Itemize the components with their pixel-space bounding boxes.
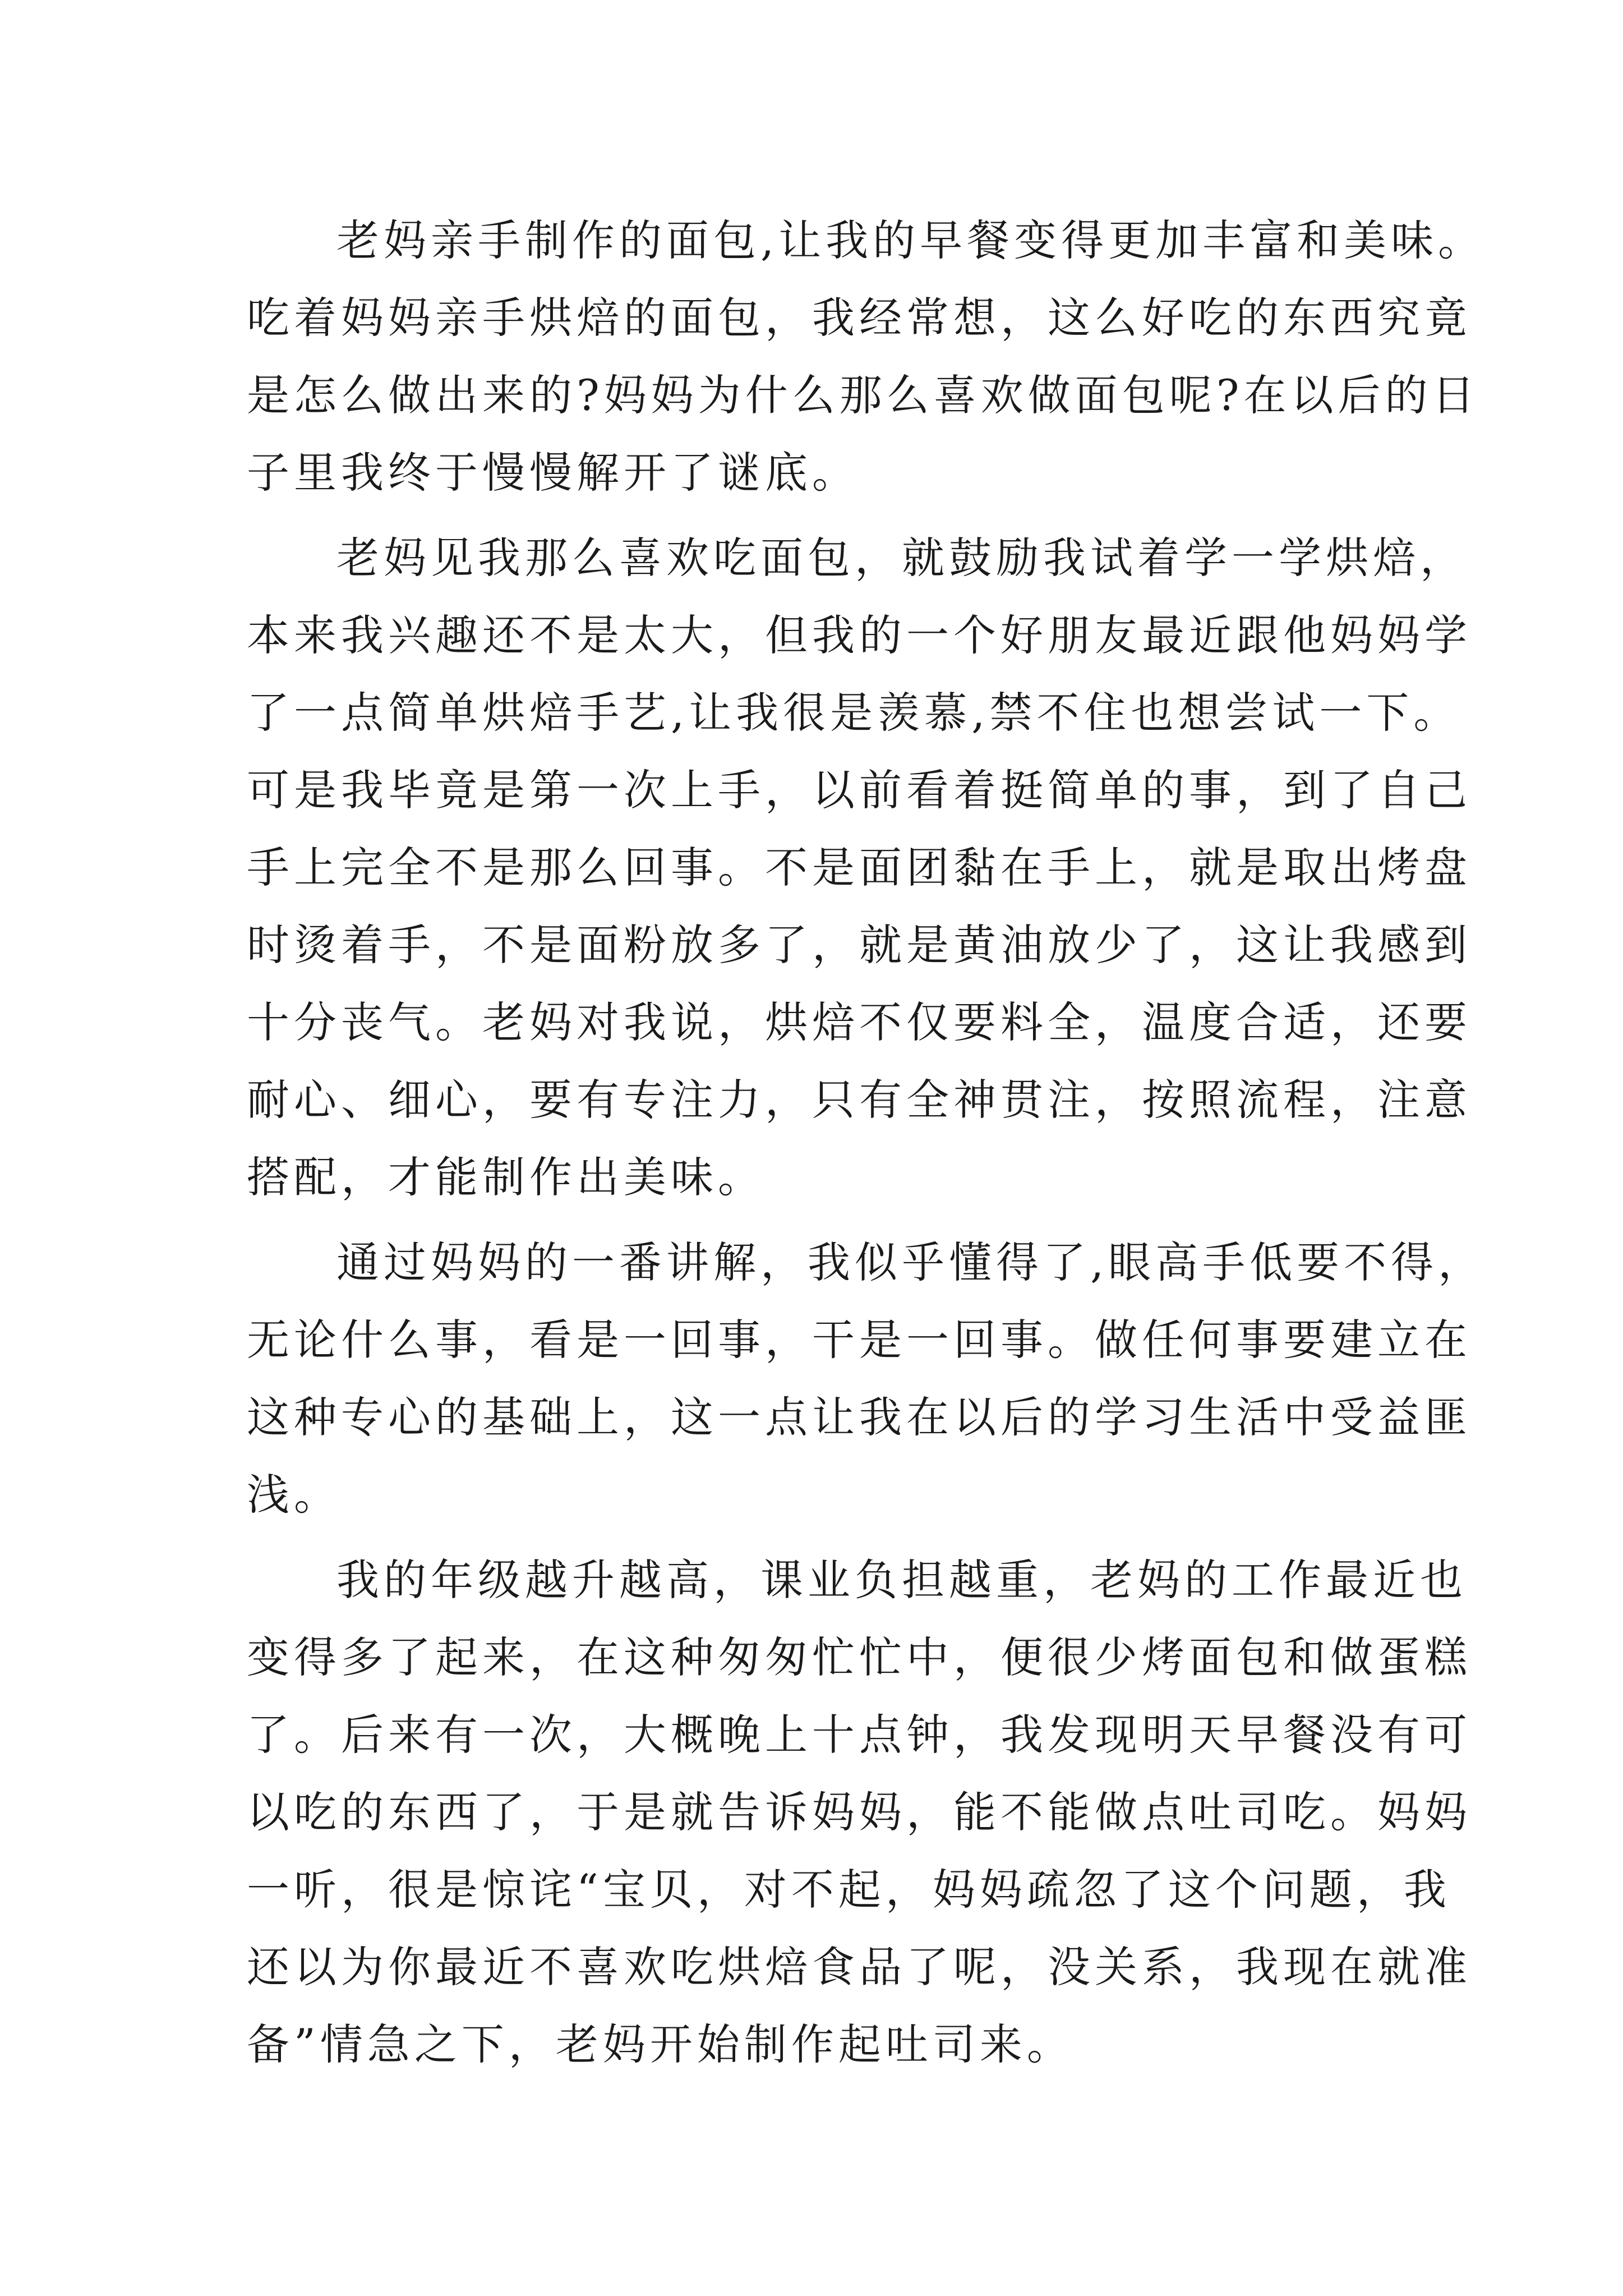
text-line: 了。后来有一次，大概晚上十点钟，我发现明天早餐没有可 bbox=[247, 1710, 1472, 1760]
text-line: 通过妈妈的一番讲解，我似乎懂得了,眼高手低要不得， bbox=[336, 1237, 1486, 1287]
text-line: 老妈见我那么喜欢吃面包，就鼓励我试着学一学烘焙， bbox=[336, 533, 1467, 583]
text-line: 是怎么做出来的?妈妈为什么那么喜欢做面包呢?在以后的日 bbox=[247, 370, 1479, 420]
text-line: 吃着妈妈亲手烘焙的面包，我经常想，这么好吃的东西究竟 bbox=[247, 293, 1472, 343]
text-line: 十分丧气。老妈对我说，烘焙不仅要料全，温度合适，还要 bbox=[247, 997, 1472, 1047]
paragraph-4 bbox=[247, 1542, 1472, 2083]
text-line: 子里我终于慢慢解开了谜底。 bbox=[247, 448, 859, 498]
text-line: 手上完全不是那么回事。不是面团黏在手上，就是取出烤盘 bbox=[247, 843, 1472, 892]
text-line: 我的年级越升越高，课业负担越重，老妈的工作最近也 bbox=[336, 1555, 1467, 1605]
text-line: 搭配，才能制作出美味。 bbox=[247, 1152, 765, 1202]
paragraph-3 bbox=[247, 1224, 1486, 1534]
body-text bbox=[247, 202, 1486, 2083]
text-line: 还以为你最近不喜欢吃烘焙食品了呢，没关系，我现在就准 bbox=[247, 1942, 1472, 1992]
text-line: 变得多了起来，在这种匆匆忙忙中，便很少烤面包和做蛋糕 bbox=[247, 1632, 1472, 1682]
text-line: 时烫着手，不是面粉放多了，就是黄油放少了，这让我感到 bbox=[247, 920, 1472, 970]
text-line: 耐心、细心，要有专注力，只有全神贯注，按照流程，注意 bbox=[247, 1075, 1472, 1125]
text-line: 以吃的东西了，于是就告诉妈妈，能不能做点吐司吃。妈妈 bbox=[247, 1787, 1472, 1837]
text-line: 本来我兴趣还不是太大，但我的一个好朋友最近跟他妈妈学 bbox=[247, 610, 1472, 660]
paragraph-1 bbox=[247, 202, 1486, 512]
text-line: 无论什么事，看是一回事，干是一回事。做任何事要建立在 bbox=[247, 1315, 1472, 1365]
text-line: 了一点简单烘焙手艺,让我很是羡慕,禁不住也想尝试一下。 bbox=[247, 688, 1461, 738]
text-line: 一听，很是惊诧“宝贝，对不起，妈妈疏忽了这个问题，我 bbox=[247, 1865, 1451, 1915]
text-line: 老妈亲手制作的面包,让我的早餐变得更加丰富和美味。 bbox=[336, 215, 1486, 265]
text-line: 浅。 bbox=[247, 1470, 341, 1520]
text-line: 备”情急之下，老妈开始制作起吐司来。 bbox=[247, 2019, 1074, 2069]
paragraph-2 bbox=[247, 519, 1472, 1216]
text-line: 这种专心的基础上，这一点让我在以后的学习生活中受益匪 bbox=[247, 1392, 1472, 1442]
text-line: 可是我毕竟是第一次上手，以前看着挺简单的事，到了自己 bbox=[247, 765, 1472, 815]
